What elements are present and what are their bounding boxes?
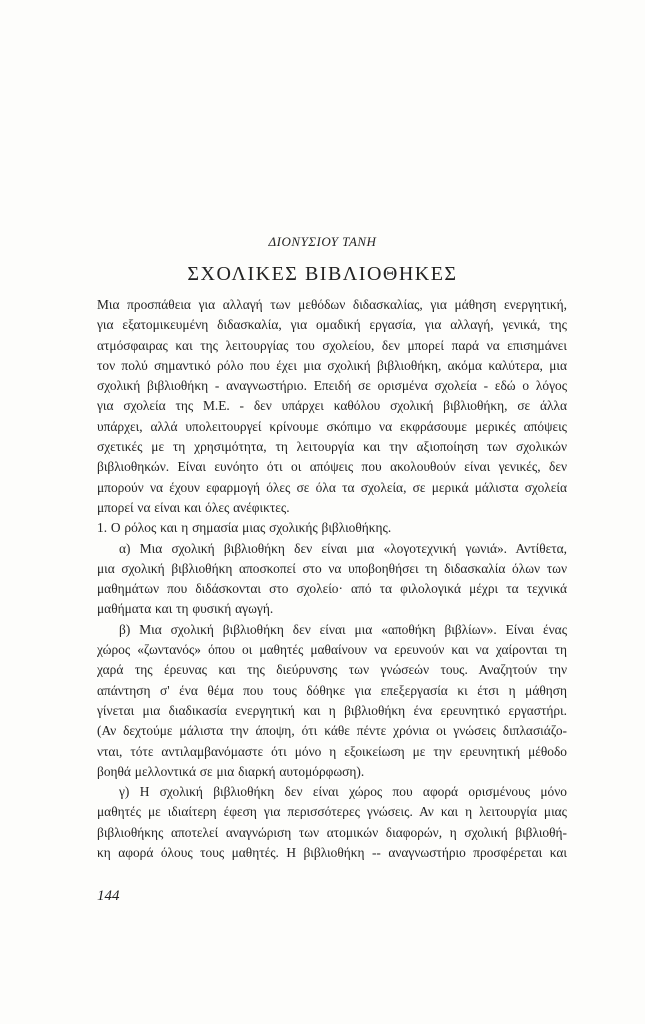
- text-line: μπορούν να έχουν εφαρμογή όλες σε όλα τα σχολεία, σε μερικά μάλιστα σχολεία: [97, 479, 567, 495]
- text-line: α) Μια σχολική βιβλιοθήκη δεν είναι μια «λογοτεχνική γωνιά». Αντίθετα,: [119, 540, 567, 556]
- article-body: [97, 295, 567, 863]
- text-line: βιβλιοθήκης αποτελεί αναγνώριση των ατομικών διαφορών, η σχολική βιβλιοθή-: [97, 824, 567, 840]
- text-line: για σχολεία της Μ.Ε. - δεν υπάρχει καθόλου σχολική βιβλιοθήκη, σε άλλα: [97, 398, 567, 414]
- text-line: σχολική βιβλιοθήκη - αναγνωστήριο. Επειδή σε ορισμένα σχολεία - εδώ ο λόγος: [97, 378, 567, 394]
- article-title: ΣΧΟΛΙΚΕΣ ΒΙΒΛΙΟΘΗΚΕΣ: [187, 263, 458, 285]
- text-line: μαθήματα και τη φυσική αγωγή.: [97, 601, 274, 617]
- text-line: βοηθά μελλοντικά σε μια διαρκή αυτομόρφωση).: [97, 763, 365, 779]
- page-number: 144: [97, 888, 120, 904]
- text-line: 1. Ο ρόλος και η σημασία μιας σχολικής βιβλιοθήκης.: [97, 520, 392, 536]
- text-line: γίνεται μια διαδικασία ενεργητική και η βιβλιοθήκη ένα ερευνητικό εργαστήρι.: [97, 702, 567, 718]
- author-name: ΔΙΟΝΥΣΙΟΥ ΤΑΝΗ: [268, 234, 377, 249]
- text-line: μαθημάτων που διδάσκονται στο σχολείο· από τα φιλολογικά μέχρι τα τεχνικά: [97, 581, 567, 597]
- text-line: χώρος «ζωντανός» όπου οι μαθητές μαθαίνουν να ερευνούν και να χαίρονται τη: [97, 642, 567, 658]
- text-line: κη αφορά όλους τους μαθητές. Η βιβλιοθήκη -- αναγνωστήριο προσφέρεται και: [97, 845, 567, 861]
- text-line: απάντηση σ' ένα θέμα που τους δόθηκε για επεξεργασία κι έτσι η μάθηση: [97, 682, 567, 698]
- text-line: μπορεί να είναι και όλες ανέφικτες.: [97, 499, 290, 515]
- text-line: μαθητές με ιδιαίτερη έφεση για περισσότερες γνώσεις. Αν και η λειτουργία μιας: [97, 804, 567, 820]
- text-line: υπάρχει, αλλά υπολειτουργεί κρίνουμε σκόπιμο να εκφράσουμε μερικές απόψεις: [97, 418, 567, 434]
- text-line: γ) Η σχολική βιβλιοθήκη δεν είναι χώρος που αφορά ορισμένους μόνο: [119, 784, 567, 800]
- text-line: νται, τότε αντιλαμβανόμαστε ότι μόνο η εξοικείωση με την ερευνητική μέθοδο: [97, 743, 567, 759]
- text-line: τον πολύ σημαντικό ρόλο που έχει μια σχολική βιβλιοθήκη, ακόμα καλύτερα, μια: [97, 357, 567, 373]
- text-line: ατμόσφαιρας και της λειτουργίας του σχολείου, δεν μπορεί παρά να επισημάνει: [97, 337, 567, 353]
- text-line: χαρά της έρευνας και της διεύρυνσης των γνώσεών τους. Αναζητούν την: [97, 662, 567, 678]
- text-line: Μια προσπάθεια για αλλαγή των μεθόδων διδασκαλίας, για μάθηση ενεργητική,: [97, 297, 567, 312]
- text-line: μια σχολική βιβλιοθήκη αποσκοπεί στο να υποβοηθήσει τη διδασκαλία όλων των: [97, 560, 567, 576]
- text-line: βιβλιοθηκών. Είναι ευνόητο ότι οι απόψεις που ακολουθούν είναι γενικές, δεν: [97, 459, 567, 475]
- text-line: σχετικές με τη χρησιμότητα, τη λειτουργία και την αξιοποίηση των σχολικών: [97, 439, 567, 455]
- text-line: (Αν δεχτούμε μάλιστα την άποψη, ότι κάθε πέντε χρόνια οι γνώσεις διπλασιάζο-: [97, 723, 567, 739]
- text-line: β) Μια σχολική βιβλιοθήκη δεν είναι μια «αποθήκη βιβλίων». Είναι ένας: [119, 621, 567, 637]
- text-line: για εξατομικευμένη διδασκαλία, για ομαδική εργασία, για αλλαγή, γενικά, της: [97, 317, 567, 333]
